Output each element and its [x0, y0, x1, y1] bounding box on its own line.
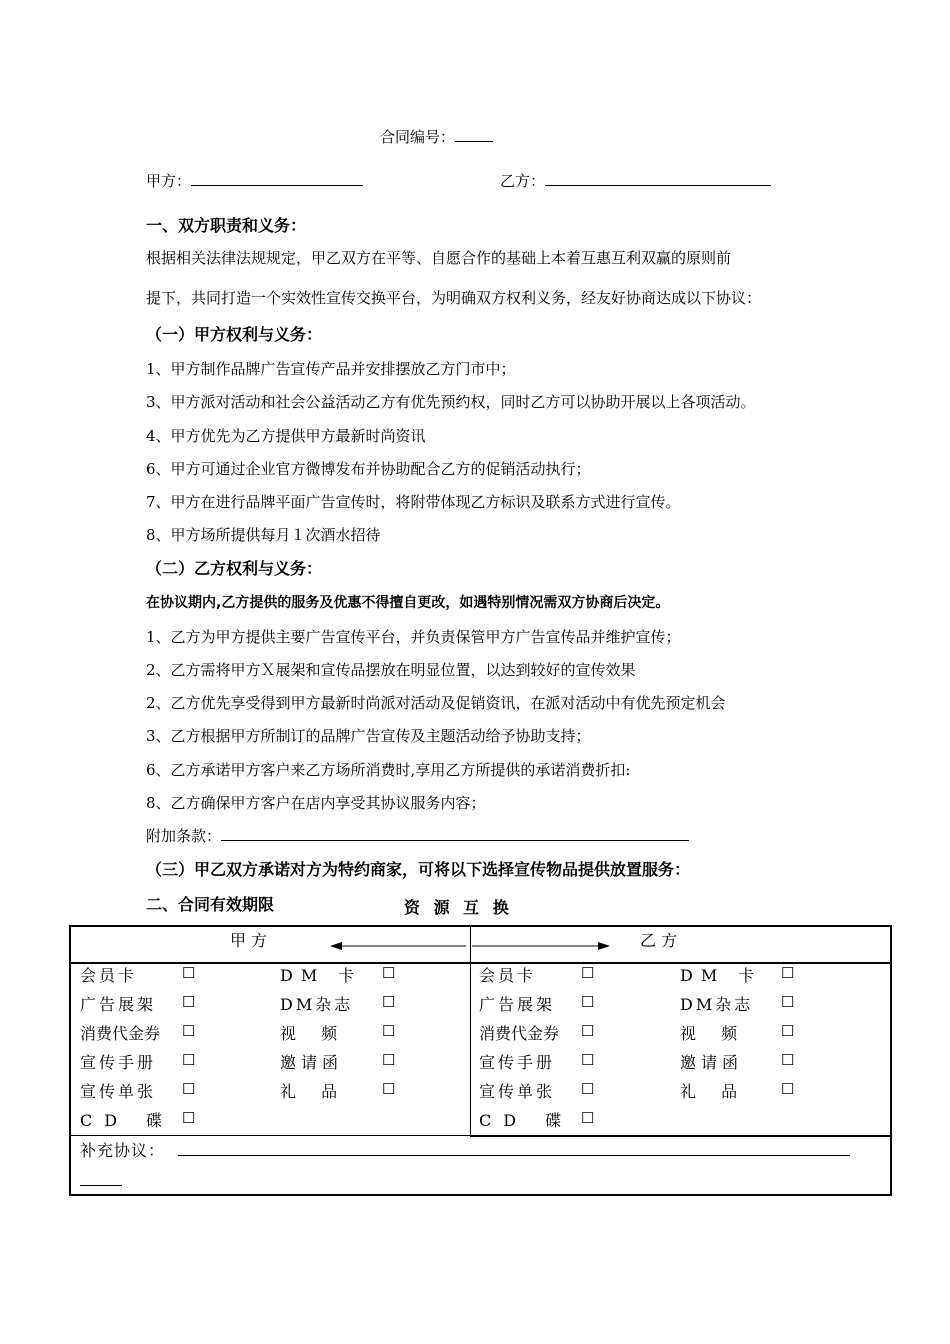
a-checkbox[interactable]: ☐ — [182, 1080, 196, 1098]
a-checkbox[interactable]: ☐ — [182, 993, 196, 1011]
party-b-field[interactable] — [545, 171, 771, 186]
a-item-brochure: 宣传手册 — [80, 1053, 157, 1072]
b-item-voucher: 消费代金券 — [479, 1024, 560, 1043]
party-a-line — [146, 170, 363, 191]
b-checkbox[interactable]: ☐ — [781, 1080, 795, 1098]
b-checkbox[interactable]: ☐ — [581, 1022, 595, 1040]
exchange-arrows — [330, 938, 620, 952]
a-checkbox[interactable]: ☐ — [382, 964, 396, 982]
party-b-item: 2、乙方需将甲方Ｘ展架和宣传品摆放在明显位置，以达到较好的宣传效果 — [146, 661, 636, 679]
b-checkbox[interactable]: ☐ — [581, 1051, 595, 1069]
contract-number — [380, 126, 493, 147]
b-checkbox[interactable]: ☐ — [781, 1051, 795, 1069]
section1-heading: 一、双方职责和义务： — [146, 216, 307, 235]
b-item-brochure: 宣传手册 — [479, 1053, 556, 1072]
b-item-invitation: 邀请函 — [680, 1053, 744, 1072]
b-item-flyer: 宣传单张 — [479, 1082, 556, 1101]
party-a-item: 1、甲方制作品牌广告宣传产品并安排摆放乙方门市中； — [146, 360, 516, 378]
table-party-a: 甲 方 — [230, 931, 268, 950]
a-item-dm-card: DM 卡 — [280, 966, 363, 985]
a-item-membership-card: 会员卡 — [80, 966, 138, 985]
additional-terms — [146, 825, 689, 846]
a-checkbox[interactable]: ☐ — [182, 1109, 196, 1127]
supplement-field[interactable] — [178, 1155, 850, 1156]
b-item-cd: CD 碟 — [479, 1111, 574, 1130]
supplement-divider — [70, 1135, 891, 1136]
a-checkbox[interactable]: ☐ — [182, 964, 196, 982]
party-b-item: 8、乙方确保甲方客户在店内享受其协议服务内容； — [146, 794, 486, 812]
b-checkbox[interactable]: ☐ — [781, 993, 795, 1011]
right-arrow-icon — [598, 942, 610, 950]
party-a-item: 4、甲方优先为乙方提供甲方最新时尚资讯 — [146, 427, 426, 445]
a-item-video: 视 频 — [280, 1024, 348, 1043]
supplement-field-continued[interactable] — [80, 1185, 122, 1186]
party-a-item: 8、甲方场所提供每月１次酒水招待 — [146, 526, 381, 544]
supplement-label: 补充协议： — [80, 1141, 166, 1160]
party-b-label: 乙方： — [500, 172, 546, 190]
party-a-rights-heading: （一）甲方权利与义务： — [146, 325, 323, 344]
left-arrow-icon — [330, 942, 342, 950]
section1-intro-2: 提下，共同打造一个实效性宣传交换平台，为明确双方权利义务，经友好协商达成以下协议： — [146, 289, 762, 307]
a-item-cd: CD 碟 — [80, 1111, 175, 1130]
b-item-video: 视 频 — [680, 1024, 748, 1043]
party-b-item: 1、乙方为甲方提供主要广告宣传平台，并负责保管甲方广告宣传品并维护宣传； — [146, 628, 681, 646]
a-checkbox[interactable]: ☐ — [382, 1022, 396, 1040]
b-item-membership-card: 会员卡 — [479, 966, 537, 985]
section1-intro-1: 根据相关法律法规规定，甲乙双方在平等、自愿合作的基础上本着互惠互利双赢的原则前 — [146, 249, 732, 267]
a-checkbox[interactable]: ☐ — [182, 1022, 196, 1040]
contract-number-label: 合同编号： — [380, 128, 456, 146]
table-center-divider — [470, 926, 471, 1136]
a-item-gift: 礼 品 — [280, 1082, 348, 1101]
party-a-item: 3、甲方派对活动和社会公益活动乙方有优先预约权，同时乙方可以协助开展以上各项活动。 — [146, 393, 756, 411]
b-item-dm-magazine: DM杂志 — [680, 995, 754, 1014]
b-checkbox[interactable]: ☐ — [581, 1080, 595, 1098]
additional-terms-label: 附加条款： — [146, 827, 222, 845]
b-checkbox[interactable]: ☐ — [781, 1022, 795, 1040]
party-b-line — [500, 170, 771, 191]
a-item-voucher: 消费代金券 — [80, 1024, 161, 1043]
party-b-rights-note: 在协议期内,乙方提供的服务及优惠不得擅自更改，如遇特别情况需双方协商后决定。 — [146, 595, 670, 611]
b-checkbox[interactable]: ☐ — [581, 993, 595, 1011]
additional-terms-field[interactable] — [221, 826, 689, 841]
a-checkbox[interactable]: ☐ — [382, 1051, 396, 1069]
exchange-title: 资 源 互 换 — [404, 898, 513, 917]
party-a-item: 7、甲方在进行品牌平面广告宣传时，将附带体现乙方标识及联系方式进行宣传。 — [146, 493, 681, 511]
a-checkbox[interactable]: ☐ — [182, 1051, 196, 1069]
a-checkbox[interactable]: ☐ — [382, 993, 396, 1011]
section3-heading: （三）甲乙双方承诺对方为特约商家，可将以下选择宣传物品提供放置服务： — [146, 860, 691, 879]
b-checkbox[interactable]: ☐ — [581, 964, 595, 982]
a-item-ad-stand: 广告展架 — [80, 995, 157, 1014]
table-party-b: 乙 方 — [640, 931, 678, 950]
party-a-label: 甲方： — [146, 172, 192, 190]
party-a-field[interactable] — [191, 171, 363, 186]
party-b-item: 6、乙方承诺甲方客户来乙方场所消费时,享用乙方所提供的承诺消费折扣: — [146, 761, 631, 779]
b-checkbox[interactable]: ☐ — [781, 964, 795, 982]
a-item-flyer: 宣传单张 — [80, 1082, 157, 1101]
a-item-invitation: 邀请函 — [280, 1053, 344, 1072]
b-checkbox[interactable]: ☐ — [581, 1109, 595, 1127]
party-a-item: 6、甲方可通过企业官方微博发布并协助配合乙方的促销活动执行； — [146, 460, 591, 478]
section2-heading: 二、合同有效期限 — [146, 895, 275, 914]
contract-number-blank[interactable] — [455, 127, 493, 142]
a-item-dm-magazine: DM杂志 — [280, 995, 354, 1014]
table-divider-right — [470, 1136, 891, 1137]
party-b-item: 3、乙方根据甲方所制订的品牌广告宣传及主题活动给予协助支持； — [146, 727, 591, 745]
b-item-ad-stand: 广告展架 — [479, 995, 556, 1014]
b-item-dm-card: DM 卡 — [680, 966, 763, 985]
a-checkbox[interactable]: ☐ — [382, 1080, 396, 1098]
party-b-item: 2、乙方优先享受得到甲方最新时尚派对活动及促销资讯，在派对活动中有优先预定机会 — [146, 694, 726, 712]
party-b-rights-heading: （二）乙方权利与义务： — [146, 559, 323, 578]
b-item-gift: 礼 品 — [680, 1082, 748, 1101]
